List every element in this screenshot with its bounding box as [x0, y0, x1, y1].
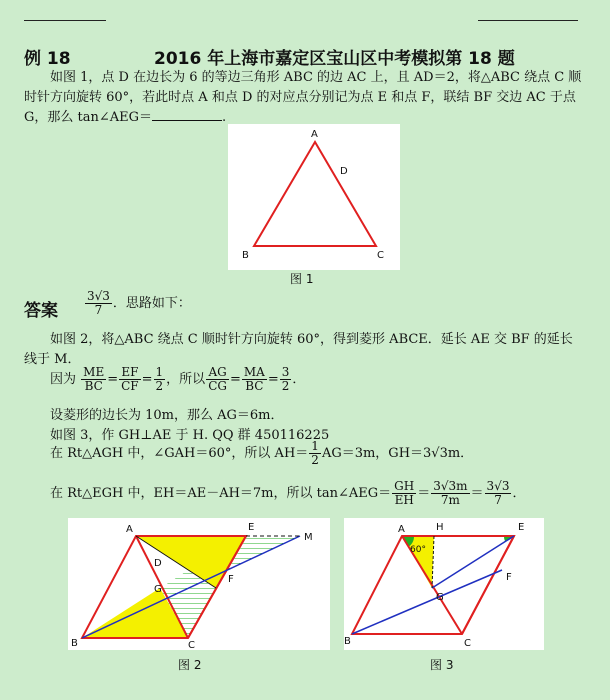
figure-3-caption: 图 3 — [430, 658, 454, 672]
figure-2 — [68, 518, 330, 650]
l2-f1-den: BC — [84, 379, 103, 393]
l6-eq2: ＝ — [470, 486, 484, 501]
label-b: B — [242, 250, 249, 261]
l2-frac-1 — [81, 366, 106, 393]
triangle-abc — [254, 142, 376, 246]
fig3-label-b: B — [344, 636, 351, 647]
l2-f2-num: EF — [119, 366, 141, 380]
l6-frac-2 — [431, 480, 469, 507]
l2-mid: ，所以 — [166, 372, 206, 387]
top-rule-left — [24, 20, 106, 21]
l6-f1-num: GH — [394, 479, 415, 493]
fig2-label-a: A — [126, 524, 133, 535]
fig2-label-g: G — [154, 584, 162, 595]
figure-1 — [228, 124, 400, 270]
fig3-label-c: C — [464, 638, 471, 649]
answer-denominator: 7 — [94, 303, 103, 317]
solution-paragraph-1: 如图 2，将△ABC 绕点 C 顺时针方向旋转 60°，得到菱形 ABCE．延长 AE 交 BF 的延长线于 M． — [24, 332, 573, 367]
answer-value — [84, 290, 191, 317]
answer-label: 答案 — [24, 301, 58, 321]
answer-numerator: 3√3 — [87, 289, 110, 303]
example-title: 2016 年上海市嘉定区宝山区中考模拟第 18 题 — [154, 49, 515, 69]
l2-frac-2 — [119, 366, 141, 393]
l5-a: 在 Rt△AGH 中，∠GAH＝60°，所以 AH＝ — [50, 446, 309, 461]
label-a: A — [311, 129, 318, 140]
l2-frac-3 — [154, 366, 166, 393]
l2-f4-den: CG — [208, 379, 227, 393]
l6-f3-den: 7 — [494, 493, 502, 507]
fig2-label-b: B — [71, 638, 78, 649]
answer-blank — [152, 108, 222, 121]
answer-fraction — [85, 290, 112, 317]
l2-frac-4 — [206, 366, 229, 393]
problem-statement — [24, 68, 584, 128]
fig3-label-a: A — [398, 524, 405, 535]
l2-prefix: 因为 — [50, 372, 77, 387]
solution-line-3: 设菱形的边长为 10m，那么 AG＝6m． — [50, 408, 284, 423]
fig3-label-f: F — [506, 572, 512, 583]
l2-f5-den: BC — [245, 379, 264, 393]
l6-a: 在 Rt△EGH 中，EH＝AE－AH＝7m，所以 tan∠AEG＝ — [50, 486, 392, 501]
figure-3 — [344, 518, 544, 650]
figure-1-caption: 图 1 — [290, 272, 314, 286]
l6-eq1: ＝ — [417, 486, 431, 501]
figure-2-diagram — [68, 518, 330, 650]
fig3-label-g: G — [436, 592, 444, 603]
l2-end: ． — [292, 372, 306, 387]
l2-frac-5 — [242, 366, 267, 393]
answer-intro: ．思路如下： — [112, 296, 191, 311]
fig2-label-d: D — [154, 558, 162, 569]
l2-f1-num: ME — [83, 365, 105, 379]
fig3-side-ec — [462, 536, 514, 634]
l2-eq2: = — [141, 372, 153, 387]
label-c: C — [377, 250, 384, 261]
l6-f2-den: 7m — [440, 493, 460, 507]
l5-b: AG＝3m，GH＝3√3m． — [321, 446, 474, 461]
l2-f3-den: 2 — [155, 379, 164, 393]
figure-1-diagram — [228, 124, 400, 270]
l2-f6-den: 2 — [281, 379, 290, 393]
solution-line-5 — [50, 440, 473, 467]
fig3-line-ge — [432, 536, 514, 588]
fig2-label-f: F — [228, 574, 234, 585]
fig3-label-h: H — [436, 522, 444, 533]
figure-2-caption: 图 2 — [178, 658, 202, 672]
l6-f1-den: EH — [394, 493, 414, 507]
fig3-label-e: E — [518, 522, 525, 533]
solution-line-4: 如图 3，作 GH⊥AE 于 H. QQ 群 450116225 — [50, 428, 330, 443]
l2-f2-den: CF — [121, 379, 139, 393]
l6-frac-3 — [485, 480, 512, 507]
l2-eq1: = — [107, 372, 119, 387]
l2-f5-num: MA — [243, 365, 265, 379]
l2-frac-6 — [280, 366, 292, 393]
fig2-label-c: C — [188, 640, 195, 650]
figure-3-diagram — [344, 518, 544, 650]
l5-frac — [309, 440, 321, 467]
solution-line-2 — [50, 366, 305, 393]
l5-f-den: 2 — [311, 453, 319, 467]
problem-text: 如图 1，点 D 在边长为 6 的等边三角形 ABC 的边 AC 上，且 AD＝2，将△ABC 绕点 C 顺时针方向旋转 60°，若此时点 A 和点 D 的对应点分别记为点 E 和点 F，联结 BF 交边 AC 于点 G，那么 tan∠AEG＝ — [24, 70, 582, 125]
l2-eq3: = — [229, 372, 241, 387]
fig2-label-m: M — [304, 532, 313, 543]
l6-f2-num: 3√3m — [433, 479, 468, 493]
l2-f4-num: AG — [206, 366, 229, 380]
problem-text-end: . — [222, 110, 227, 125]
fig3-angle-label: 60° — [410, 545, 426, 555]
l2-f3-num: 1 — [155, 365, 164, 379]
top-rule-right — [478, 20, 578, 21]
l5-f-num: 1 — [311, 439, 319, 453]
fig2-label-e: E — [248, 522, 255, 533]
l6-frac-1 — [392, 480, 416, 507]
l6-f3-num: 3√3 — [486, 479, 510, 493]
solution-line-6 — [50, 480, 525, 507]
example-number: 例 18 — [24, 49, 71, 69]
l2-f6-num: 3 — [281, 365, 290, 379]
label-d: D — [340, 166, 348, 177]
l6-end: ． — [512, 486, 526, 501]
l2-eq4: = — [267, 372, 279, 387]
